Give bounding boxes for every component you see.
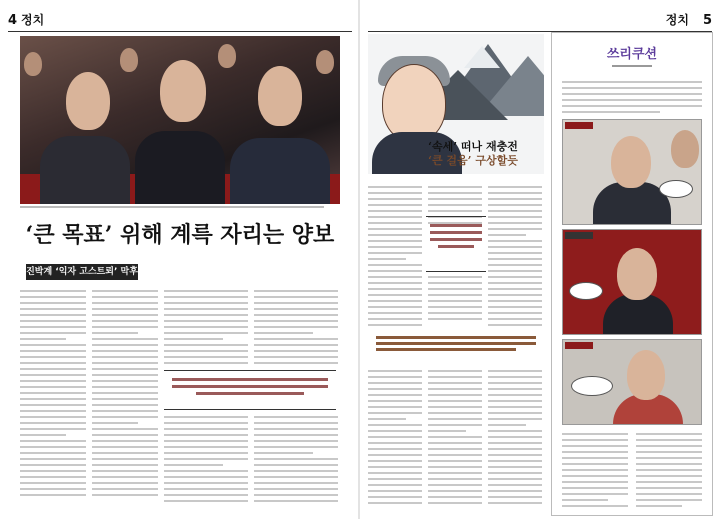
main-headline: ‘큰 목표’ 위해 계륵 자리는 양보 — [25, 222, 335, 248]
feature-headline-line-2: ‘큰 걸음’ 구상할듯 — [428, 154, 518, 167]
column-photo-1 — [562, 119, 702, 225]
article-text-col-6 — [254, 416, 338, 506]
column-body-text-right — [636, 433, 702, 511]
left-page-header — [8, 6, 352, 32]
section-label: 정치 — [665, 13, 689, 27]
section-label: 정치 — [21, 13, 45, 27]
photo-3-label-box — [565, 342, 593, 349]
column-title: 쓰리쿠션 — [606, 47, 658, 62]
pull-quote — [164, 370, 336, 410]
feature-pull-quote — [426, 216, 486, 272]
article-text-col-2 — [92, 290, 158, 500]
column-body-text-left — [562, 433, 628, 511]
article-text-col-1 — [20, 290, 86, 500]
column-box — [551, 32, 713, 516]
feature-headline — [408, 140, 538, 168]
lead-photo — [20, 36, 340, 204]
speech-bubble-2 — [569, 282, 603, 300]
feature-text-col-4 — [488, 186, 542, 330]
article-text-col-5 — [164, 416, 248, 506]
photo-2-label-box — [565, 232, 593, 239]
page-number: 5 — [702, 13, 712, 28]
speech-bubble-3 — [571, 376, 613, 396]
article-text-col-3 — [164, 290, 248, 368]
right-page-header — [368, 6, 712, 32]
second-article-col-2 — [428, 370, 482, 508]
column-intro-text — [562, 81, 702, 117]
photo-1-label-box — [565, 122, 593, 129]
column-author — [552, 65, 712, 67]
column-photo-3 — [562, 339, 702, 425]
feature-headline-line-1: ‘속세’ 떠나 재충전 — [428, 140, 518, 153]
second-article-col-3 — [488, 370, 542, 508]
page-number: 4 — [8, 13, 18, 28]
subheadline: 진박계 ‘익자 고스트뢰’ 막후 — [26, 264, 138, 280]
feature-text-col-3 — [428, 276, 482, 324]
speech-bubble-1 — [659, 180, 693, 198]
second-article-col-1 — [368, 370, 422, 508]
column-photo-2 — [562, 229, 702, 335]
photo-caption — [20, 206, 340, 212]
article-text-col-4 — [254, 290, 338, 368]
feature-text-col-1 — [368, 186, 422, 330]
second-article-headline — [376, 333, 536, 354]
